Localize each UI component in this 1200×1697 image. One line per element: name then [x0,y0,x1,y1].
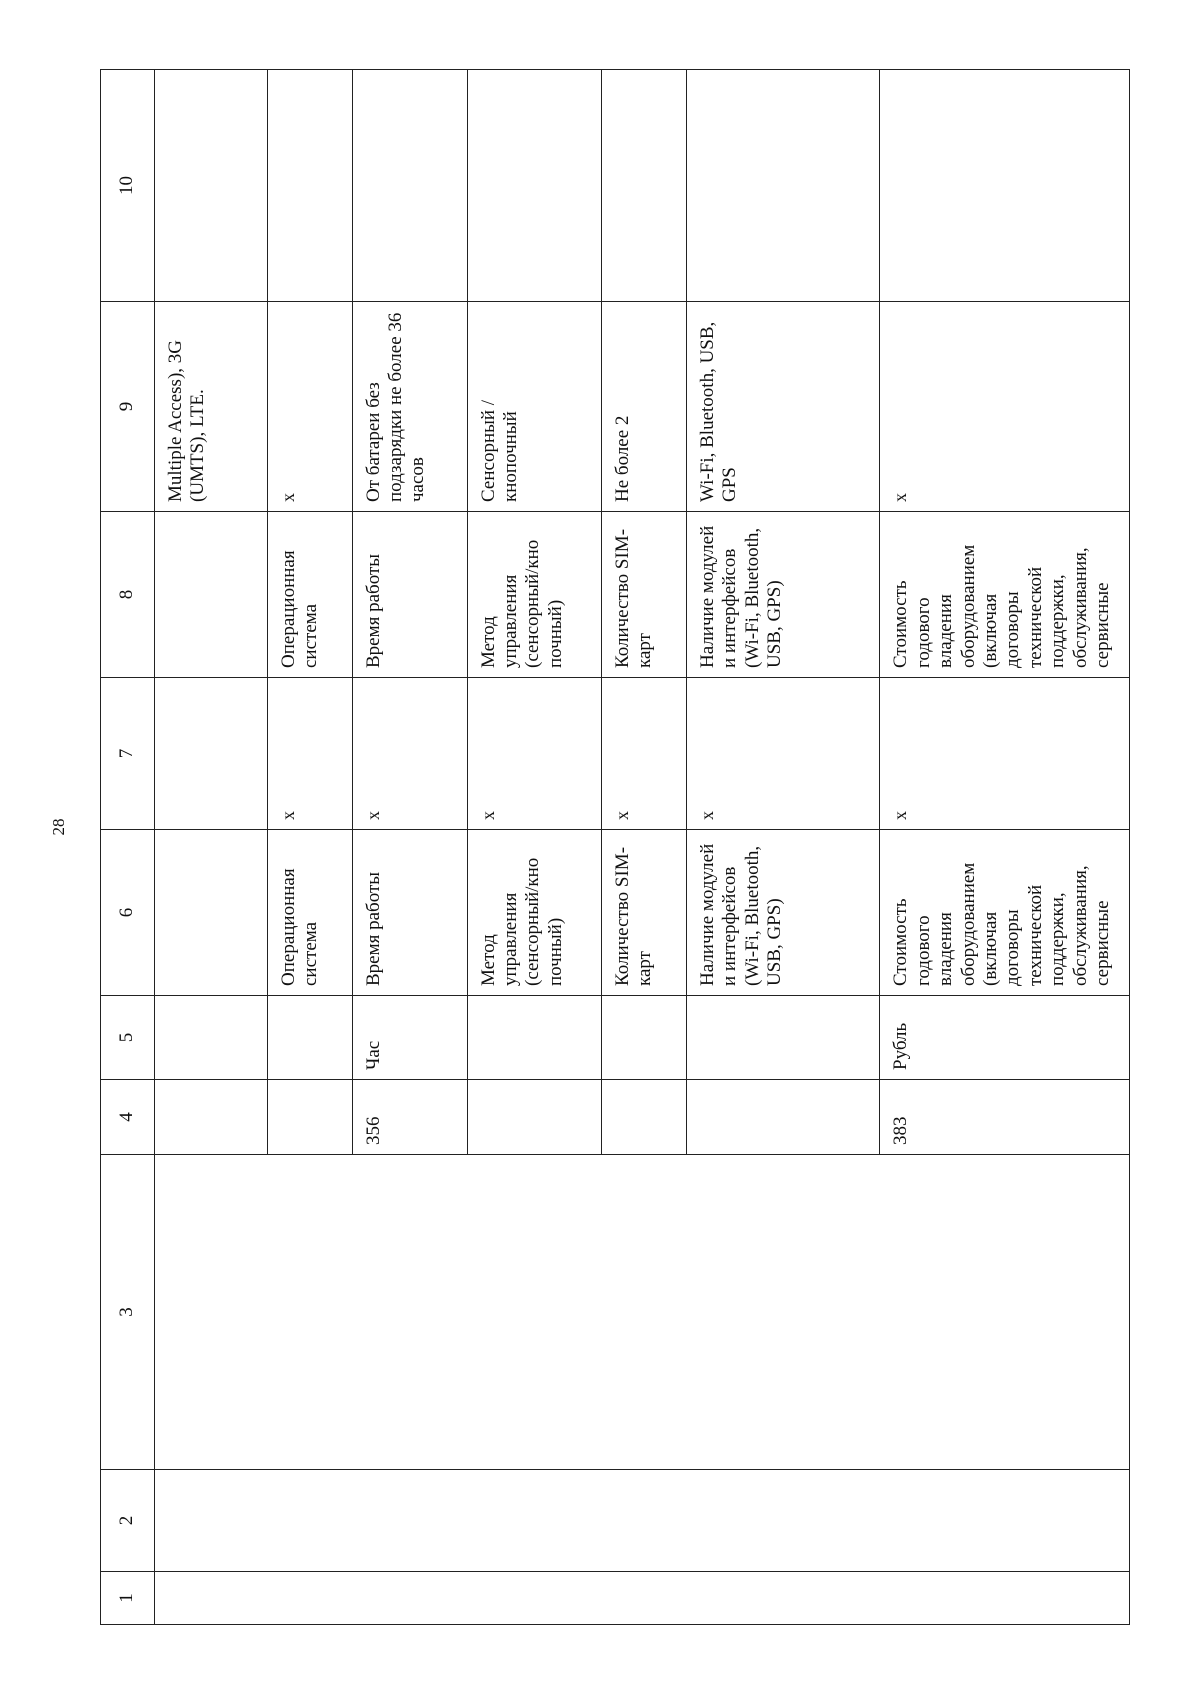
cell-col9: Multiple Access), 3G (UMTS), LTE. [155,302,268,512]
cell-col6: Количество SIM-карт [602,830,687,996]
cell-col4 [267,1080,352,1155]
cell-col7: x [467,678,602,830]
column-header-6: 6 [101,830,155,996]
cell-col3 [155,1155,1130,1470]
cell-col8: Стоимость годового владения оборудованием (включая договоры технической поддержки, обслуживания, сервисные [880,512,1130,678]
cell-col8: Количество SIM-карт [602,512,687,678]
cell-col5: Рубль [880,996,1130,1080]
cell-col4 [155,1080,268,1155]
cell-col5 [602,996,687,1080]
column-header-8: 8 [101,512,155,678]
cell-col10 [267,70,352,302]
cell-col7: x [602,678,687,830]
cell-col9: Не более 2 [602,302,687,512]
cell-col6 [155,830,268,996]
cell-col9: Wi-Fi, Bluetooth, USB, GPS [686,302,880,512]
rotated-table-container [100,70,1130,1625]
cell-col6: Метод управления (сенсорный/кно почный) [467,830,602,996]
cell-col7: x [267,678,352,830]
cell-col8 [155,512,268,678]
cell-col10 [686,70,880,302]
cell-col2 [155,1470,1130,1572]
column-header-3: 3 [101,1155,155,1470]
column-header-4: 4 [101,1080,155,1155]
cell-col10 [352,70,467,302]
cell-col1 [155,1572,1130,1625]
column-header-1: 1 [101,1572,155,1625]
cell-col7: x [686,678,880,830]
cell-col5 [267,996,352,1080]
cell-col9: Сенсорный / кнопочный [467,302,602,512]
cell-col8: Метод управления (сенсорный/кно почный) [467,512,602,678]
cell-col7 [155,678,268,830]
cell-col10 [880,70,1130,302]
cell-col4 [467,1080,602,1155]
cell-col8: Наличие модулей и интерфейсов (Wi-Fi, Bluetooth, USB, GPS) [686,512,880,678]
page-number: 28 [49,818,68,836]
cell-col6: Время работы [352,830,467,996]
cell-col8: Операционная система [267,512,352,678]
cell-col5: Час [352,996,467,1080]
cell-col9: x [267,302,352,512]
cell-col4: 356 [352,1080,467,1155]
cell-col6: Стоимость годового владения оборудованием (включая договоры технической поддержки, обслуживания, сервисные [880,830,1130,996]
table-row [155,70,268,1625]
cell-col5 [686,996,880,1080]
cell-col10 [602,70,687,302]
column-header-10: 10 [101,70,155,302]
header-row [101,70,155,1625]
cell-col10 [467,70,602,302]
column-header-5: 5 [101,996,155,1080]
cell-col5 [155,996,268,1080]
cell-col4 [686,1080,880,1155]
cell-col6: Наличие модулей и интерфейсов (Wi-Fi, Bluetooth, USB, GPS) [686,830,880,996]
cell-col10 [155,70,268,302]
cell-col9: От батареи без подзарядки не более 36 часов [352,302,467,512]
cell-col7: x [352,678,467,830]
column-header-2: 2 [101,1470,155,1572]
cell-col4: 383 [880,1080,1130,1155]
cell-col7: x [880,678,1130,830]
specification-table-region [100,70,1130,1625]
cell-col5 [467,996,602,1080]
column-header-7: 7 [101,678,155,830]
specification-table [100,69,1130,1625]
column-header-9: 9 [101,302,155,512]
cell-col6: Операционная система [267,830,352,996]
cell-col8: Время работы [352,512,467,678]
cell-col9: x [880,302,1130,512]
cell-col4 [602,1080,687,1155]
